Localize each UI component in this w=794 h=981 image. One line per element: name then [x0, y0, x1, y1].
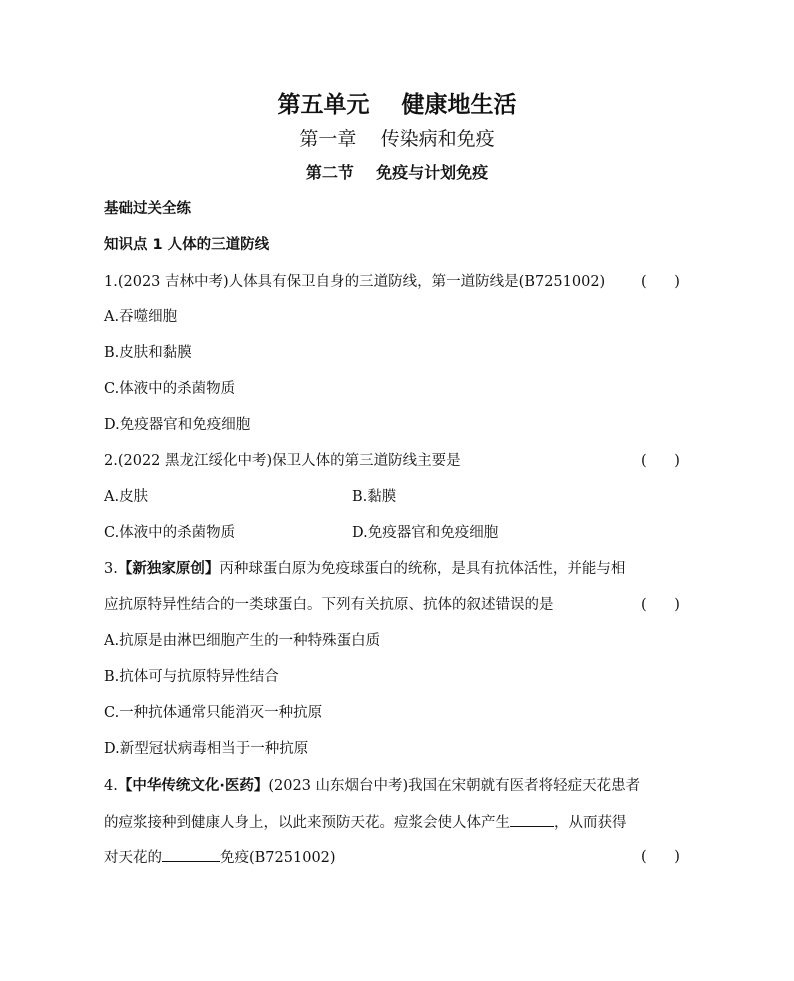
answer-blank-1[interactable]: [510, 812, 554, 827]
question-2-option-a: A.皮肤: [104, 489, 149, 505]
question-1-answer-paren: ( ): [641, 274, 680, 290]
section-title: 第二节 免疫与计划免疫: [305, 163, 489, 182]
question-4-stem-text-3b: 免疫(B7251002): [220, 850, 336, 866]
practice-label: 基础过关全练: [104, 201, 191, 217]
question-2-option-c: C.体液中的杀菌物质: [104, 525, 236, 541]
question-4-stem-line-2: [104, 812, 627, 833]
question-3-tag: 【新独家原创】: [117, 561, 220, 577]
question-3-stem-line-1: [104, 559, 625, 579]
question-3-stem-text-1: 丙种球蛋白原为免疫球蛋白的统称，是具有抗体活性，并能与相: [219, 561, 626, 577]
question-1-stem: 1.(2023 吉林中考)人体具有保卫自身的三道防线，第一道防线是(B7251002): [104, 274, 606, 290]
question-4-stem-text-2a: 的痘浆接种到健康人身上，以此来预防天花。痘浆会使人体产生: [104, 815, 510, 831]
question-1-option-b: B.皮肤和黏膜: [104, 345, 192, 361]
question-1-option-d: D.免疫器官和免疫细胞: [104, 417, 251, 433]
question-3-answer-paren: ( ): [641, 597, 680, 613]
question-4-number: 4.: [104, 778, 118, 794]
question-4-stem-line-3: [104, 847, 336, 868]
question-4-stem-line-1: [104, 776, 640, 796]
question-3-option-d: D.新型冠状病毒相当于一种抗原: [104, 741, 309, 757]
question-1-option-a: A.吞噬细胞: [104, 309, 178, 325]
question-2-option-d: D.免疫器官和免疫细胞: [352, 525, 499, 541]
question-4-stem-text-1: (2023 山东烟台中考)我国在宋朝就有医者将轻症天花患者: [268, 778, 641, 794]
question-2-answer-paren: ( ): [641, 453, 680, 469]
question-3-option-a: A.抗原是由淋巴细胞产生的一种特殊蛋白质: [104, 633, 381, 649]
question-2-option-b: B.黏膜: [352, 489, 397, 505]
question-3-number: 3.: [104, 561, 118, 577]
knowledge-point-heading: 知识点 1 人体的三道防线: [104, 237, 270, 253]
question-4-stem-text-3a: 对天花的: [104, 850, 162, 866]
question-3-option-c: C.一种抗体通常只能消灭一种抗原: [104, 705, 323, 721]
question-4-answer-paren: ( ): [641, 849, 680, 865]
chapter-title: 第一章 传染病和免疫: [299, 128, 495, 150]
answer-blank-2[interactable]: [162, 847, 220, 862]
question-3-stem-line-2: 应抗原特异性结合的一类球蛋白。下列有关抗原、抗体的叙述错误的是: [104, 597, 554, 613]
question-2-stem: 2.(2022 黑龙江绥化中考)保卫人体的第三道防线主要是: [104, 453, 461, 469]
question-4-tag: 【中华传统文化·医药】: [117, 778, 269, 794]
question-1-option-c: C.体液中的杀菌物质: [104, 381, 236, 397]
question-4-stem-text-2b: ，从而获得: [554, 815, 627, 831]
question-3-option-b: B.抗体可与抗原特异性结合: [104, 669, 279, 685]
unit-title: 第五单元 健康地生活: [277, 92, 517, 118]
